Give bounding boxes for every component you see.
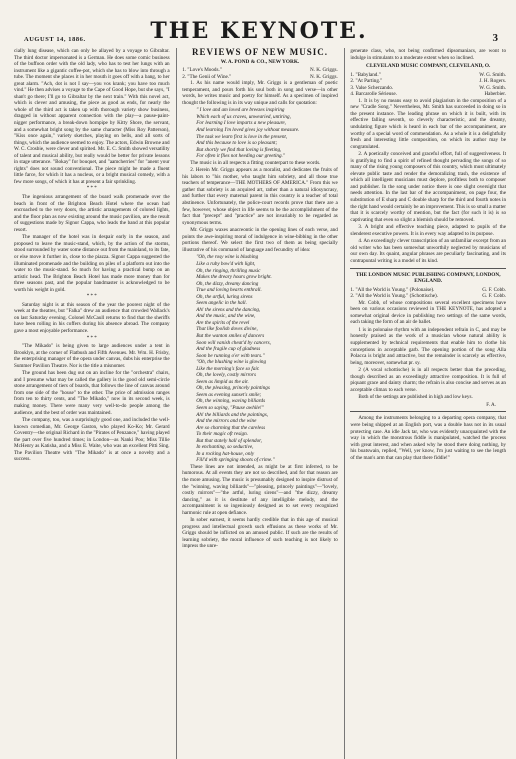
paragraph: Mr. Griggs waxes anacreontic in the opening lines of each verse, and points the awe-inspiring moral of indulgence in wine-bibbing in the other portions thereof. We select the first two of them as being specially illustrative of his command of language and fecundity of idea: xyxy=(182,227,338,253)
paragraph: Among the instruments belonging to a departing opera company, that were being shipped at an English port, was a double bass not in its usual protecting case. An idle Jack tar, who was evidently unacquainted with the way in which the monstrous fiddle is manipulated, watched the process with great interest, and when asked why he stood there doing nothing, by his boatswain, replied, "Well, yer know, I'm just waiting to see the length of the man's arm that can play that there fiddle!" xyxy=(350,415,507,461)
paragraph: 1 is in polonaise rhythm with an independent refrain in C, and may be honestly praised as the work of a musician whose natural ability is supplemented by technical requirements that enable him to clothe his conceptions in acceptable garb. The opening portion of the song Alla Polacca is bright and attractive, but the remainder is scarcely as effective, being, moreover, somewhat pr. sy. xyxy=(350,326,507,366)
column-1 xyxy=(14,48,170,759)
paragraph: 1. As his name would imply, Mr. Griggs is a gentleman of poetic temperament, and pours forth his soul both in song and verse—in other words, he writes music and poetry for himself. As a specimen of inspired thought the following is in its way unique and calls for quotation: xyxy=(182,80,338,106)
review-entry: 3. Valse Scherzando. W. G. Smith. xyxy=(350,84,507,91)
review-entry: 1. "Babyland." W. G. Smith. xyxy=(350,71,507,78)
asterism: * * * xyxy=(86,335,97,341)
column-3 xyxy=(350,48,506,759)
publisher-heading: W. A. POND & CO., NEW YORK. xyxy=(220,58,300,65)
paragraph: The music is in all respects a fitting counterpart to these words. xyxy=(190,159,321,166)
paragraph: generate class, who, not being confirmed dipsomaniacs, are wont to indulge in stimulants to a moderate extent when so inclined. xyxy=(350,48,507,61)
column-divider xyxy=(176,48,177,759)
asterism: * * * xyxy=(86,186,97,192)
signature: F. A. xyxy=(486,401,497,408)
paper-title: THE KEYNOTE. xyxy=(150,18,368,44)
section-title: REVIEWS OF NEW MUSIC. xyxy=(191,48,329,57)
publisher-heading: CLEVELAND MUSIC COMPANY, CLEVELAND, O. xyxy=(366,63,491,70)
paragraph: The company, too, was a surprisingly good one, and included the well-known comedian, Mr. George Gaston, who played Ko-Ko; Mr. Gerard Coventry—the original Richard in the "Pirates of Penzance," having played the part over five hundred times; in London—as Nanki Poo; Miss Tillie McHenry as Katisha, and a Miss E. Waite, who was an excellent Pitti Sing. The Pavilion Theatre with "The Mikado" is at once a novelty and a success. xyxy=(14,417,170,463)
review-entry: 2. "All the World is Young." (Schottische). G. F. Cobb. xyxy=(350,293,507,300)
review-entry: 2. "At Parting." J. H. Rogers. xyxy=(350,78,507,85)
review-entry: 2. "The Genii of Wine." N. K. Griggs. xyxy=(182,73,338,80)
paragraph: The manager of the hotel was in despair early in the season, and proposed to leave the music-stand, which, by the action of the storms, stood surrounded by water some distance out from the mainland, to its fate, or else move it further in, close to the piazza. Signor Cappa suggested the illuminated promenade and the building on piles of a platform out into the water to the music-stand. So much for having a practical bump on an artistic head. The Brighton Beach Hotel has made more money than for three seasons past, and the popular bandmaster is acknowledged to be worth his weight in gold. xyxy=(14,234,170,293)
divider xyxy=(350,268,506,269)
paragraph: Saturday night is at this season of the year the poorest night of the week at the theatres, but "Falka" drew an audience that crowded Wallack's on last Saturday evening. Colonel McCaull returns to find that the sheriffs have been rolling in his coffers during his absence abroad. The company gave a most enjoyable performance. xyxy=(14,301,170,334)
column-divider xyxy=(344,48,345,759)
issue-date: AUGUST 14, 1886. xyxy=(24,36,86,43)
paragraph: "The Mikado" is being given to large audiences under a tent in Brooklyn, at the corner of Flatbush and Fifth Avenues. Mr. Wm. H. Frisby, the enterprising manager of the opera under canvas, dubs his enterprise the Summer Pavilion Theatre. Nor is the title a misnomer. xyxy=(14,343,170,369)
paragraph: These lines are not intended, as might be at first inferred, to be humorous. At all events they are not so described, and for that reason are the more amusing. The music is presumably designed to inspire distrust of the "winning, waving billiards"—"pleasing, princely paintings"—"lovely, costly mirrors"—"the artful, luring sirens"—and "the dizzy, dreamy dancing," as it is destitute of any intelligible melody, and the accompaniment is so ingeniously designed as to set every recognized harmonic rule at open defiance. xyxy=(182,463,338,516)
review-entry: 1. "Love's Moods." N. K. Griggs. xyxy=(182,67,338,74)
review-entry: 4. Barcarolle Sérieuse. Haberbier. xyxy=(350,91,507,98)
paragraph: 4. An exceedingly clever transcription of an unfamiliar excerpt from an old writer who has been somewhat unworthily neglected by musicians of our own day. Its quaint, angular phrases are peculiarly fascinating, and its contrapuntal writing is a model of its kind. xyxy=(350,238,507,264)
paragraph: 3. A bright and effective teaching piece, adapted to pupils of the slenderest executive powers. It is in every way adapted to its purpose. xyxy=(350,224,507,237)
divider xyxy=(350,411,506,412)
review-entry: 1. "All the World is Young." (Polonaise). G. F. Cobb. xyxy=(350,286,507,293)
paragraph: 2 (A vocal schottische) is in all respects better than the preceding, though described as an exceedingly attractive composition. It is full of piquant grace and dainty charm; the refrain is also concise and serves as an acceptable climax to each verse. xyxy=(350,367,507,393)
paragraph: 1. It is by no means easy to avoid plagiarism in the composition of a new "Cradle Song." Nevertheless, Mr. Smith has succeeded in doing so in the present instance. The leading phrase on which it is built, with its effective falling seventh, so cleverly characteristic, and the dreamy, undulating figure which is heard in each bar of the accompaniment, are worthy of a special word of commendation. As a whole it is a delightfully fresh and interesting little composition, on which its author may be congratulated. xyxy=(350,97,507,150)
paragraph: 2. A poetically conceived and graceful effort, full of suggestiveness. It is gratifying to find a spirit of refined thought pervading the songs of so many of the rising young composers of this country, which must ultimately elevate public taste and render the demoralizing trash, the existence of which all intelligent musicians must deplore, profitless both to composer and publisher. In the song under notice there is one slight oversight that needs attention. In the last bar of the accompaniment, on page four, the substitution of E sharp and C double sharp for the third and fourth notes in the right hand would certainly be an improvement. This is so small a matter that it is scarcely worthy of mention, but the fact (for such it is) is so captivating that even so slight a blemish should be removed. xyxy=(350,151,507,223)
publisher-heading: THE LONDON MUSIC PUBLISHING COMPANY, LONDON, ENGLAND. xyxy=(355,271,501,285)
paragraph: Mr. Cobb, of whose compositions several excellent specimens have been on various occasions reviewed in THE KEYNOTE, has adopted a somewhat original device in publishing two settings of the same words, each taking the form of an air de ballet. xyxy=(350,299,507,326)
article-columns xyxy=(14,48,506,759)
paragraph: 2. Herein Mr. Griggs appears as a moralist, and dedicates the fruits of his labors to "his mother, who taught him sobriety, and all those true teachers of temperance—THE MOTHERS OF AMERICA." From this we gather that sobriety is an acquired art, rather than a natural idiosyncrasy, and further that every maternal parent in this country is a teacher of total abstinence. Unfortunately, the police-court records prove that there are a few, however, whose object in life seems to be the accomplishment of the fact that "precept" and "practice" are not invariably to be regarded as synonymous terms. xyxy=(182,167,338,226)
paragraph: The ingenious arrangement of the board walk promenade over the beach in front of the Brighton Beach Hotel where the ocean had encroached to the very doors, the artistic arrangements of colored lights, and the floor plan as now existing around the music pavilion, are the result of suggestions made by Signor Cappa, who leads the band at this popular resort. xyxy=(14,194,170,233)
paragraph: In sober earnest, it seems hardly credible that in this age of musical progress and intellectual growth such effusions as these works of Mr. Griggs should be inflicted on an amused public. If such are the results of learning sobriety, the moral influence of such teaching is not likely to impress the unre- xyxy=(182,517,338,550)
asterism: * * * xyxy=(86,294,97,300)
page-number: 3 xyxy=(492,32,498,44)
poem-quote: " I love and am loved are breezes inspiring Which each of us craves, unwearied, untiring, For learning I love imparts a new pleasure, And learning I'm loved gives joy without measure. The task we learn first is love in the present, And this because to love is so pleasant; But shortly we find that loving is fleeting, For often it flies not heeding our greeting." xyxy=(196,107,300,160)
paragraph: Both of the settings are published in high and low keys. xyxy=(358,394,473,401)
paragraph: The ground has been dug out on an incline for the "orchestra" chairs, and I presume what may be called the gallery is the good old semi-circle stone arrangement of tiers of boards, that follows the line of canvas around from one side of the "house" to the other. The price of admission ranges from ten to thirty cents, and "The Mikado," now in its second week, is making money. There were many very well-to-do people among the audience, and the best of order was maintained. xyxy=(14,370,170,416)
column-2 xyxy=(182,48,338,759)
poem-quote: "Oh, the rosy wine is blushing Like a ruby bow'd with light, Oh, the ringing, thrilling music Makes the dreary hours grow bright. Oh, the dizzy, dreamy dancing True and loving hearts enthrall. Oh, the artful, luring sirens Seem angelic in the hall. Ah! the sirens and the dancing, And the music, and the wine, Are the spirits of the revel That like foolish doves divine, But the wanton smiles of dancers Soon will vanish cheat'd by cancers, And the fragile cup of gladness Soon be running o'er with tears." "Oh, the blushing wine is glowing Like the morning's face so fair. Oh, the lovely, costly mirrors Seem as limpid as the air. Oh, the pleasing, princely paintings Seem as evening sunset's smile; Oh, the winning, waving billiards Seem so saying, "Pause awhile!" Ah! the billiards and the paintings, And the mirrors and the wine Are so charming that the careless To their magic oft resign. But that stately hall of splendor, In enchanting, so seductive, In a rocking hat-house, only Fill'd with springing shoots of crime." xyxy=(196,254,275,464)
paragraph: cially lung disease, which can only be allayed by a voyage to Gibraltar. The third doctor impersonated is a German. He does some comic business of the buffoon order with the old lady, who has to test her lungs with an instrument like a gigantic coffee-pot, which she has to blow into through a tube. The moment she places it in her mouth it goes off with a bang, to her great alarm. "Ach, dot is not I say—you vos krank; you have too much vind." He then advises a voyage to the Cape of Good Hope, but she says, "I shan't go there; I'll go to Gibraltar by the next train." With this novel act, which is clever and amusing, the piece as good as ends, for nearly the whole of the third act is taken up with thorough variety show business, dragged in without apparent connection with the play—a pause-paint-nigger performance, a break-down hornpipe by Kitty Shore, the servant, and a somewhat bright song by the same character (Miss Roy Patterson), "Kiss once again," variety sketches, playing on bells, and all sorts of things, which the audience seemed to enjoy. The actors, Edwin Browne and W. C. Crosbie, were clever and spirited. Mr. E. C. Smith showed versatility of talent and musical ability, but really would be better for private lessons in stage utterance. "Bokay" for bouquet, and "aamcherries" for "anent your rights" does not sound conventional. The piece might be made a fluent little farce, for which it has a nucleus, or a bright musical comedy, with a few more songs, of which it has at present a fair sprinkling. xyxy=(14,48,170,185)
